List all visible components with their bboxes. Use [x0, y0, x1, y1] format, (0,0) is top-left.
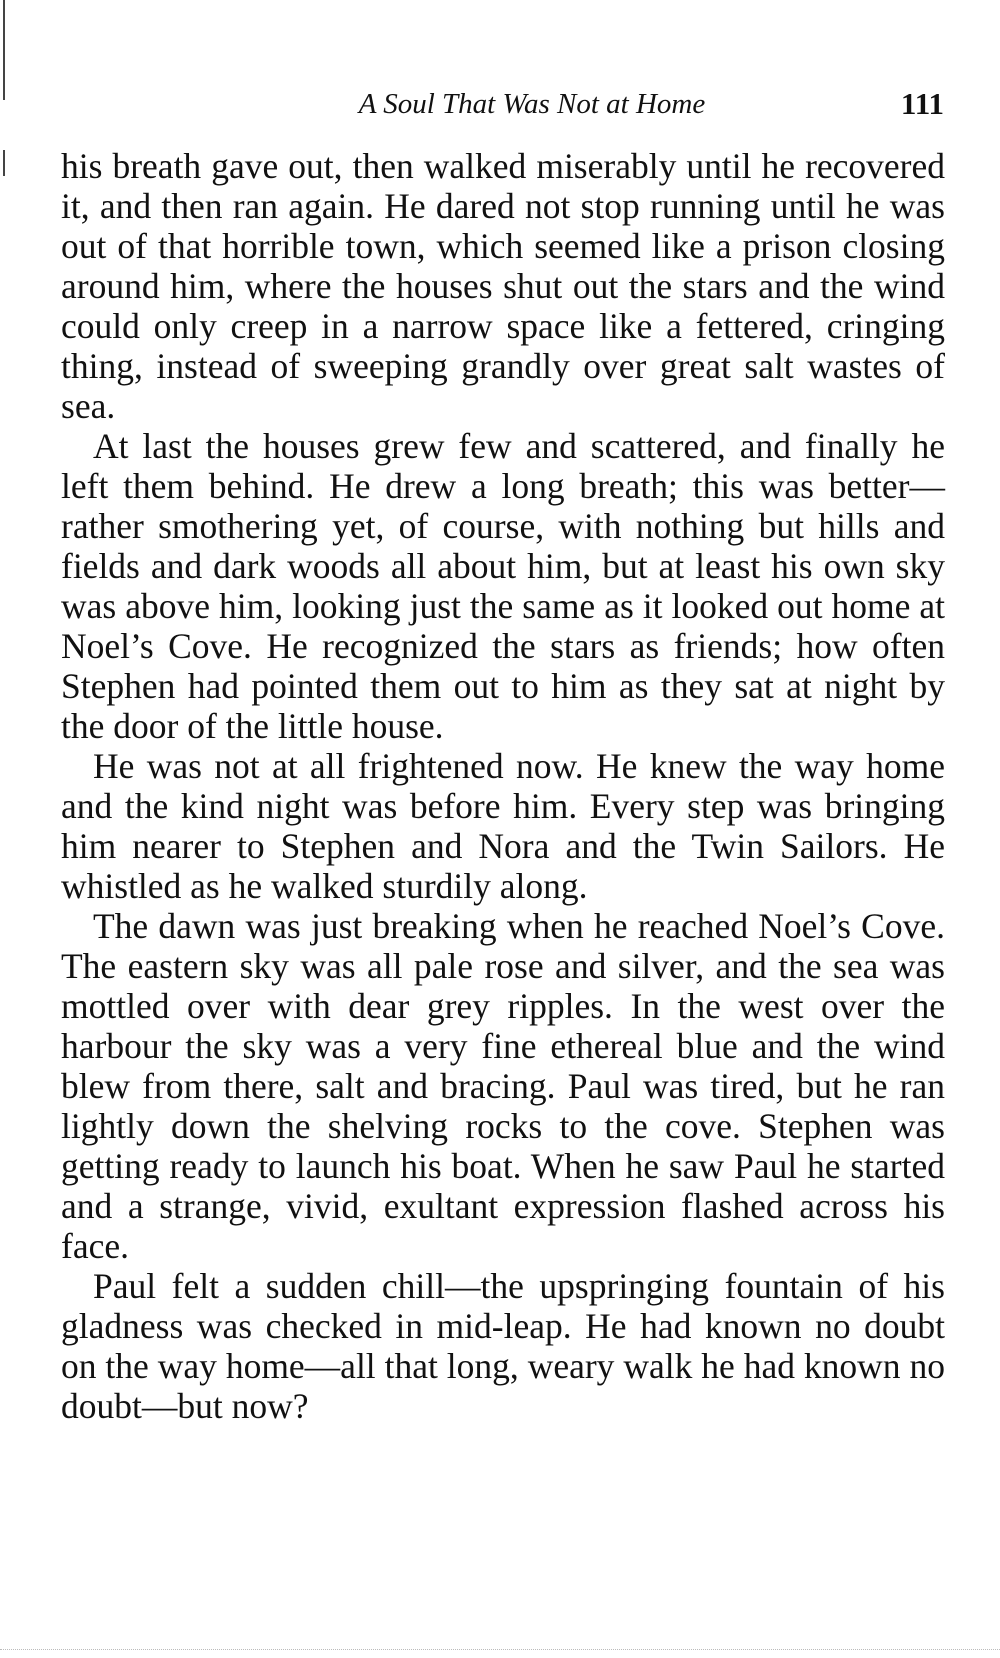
paragraph: The dawn was just breaking when he reached Noel’s Cove. The eastern sky was all pale rose and silver, and the sea was mottled over with dear grey ripples. In the west over the harbour the sky was a very fine ethereal blue and the wind blew from there, salt and bracing. Paul was tired, but he ran lightly down the shelving rocks to the cove. Stephen was getting ready to launch his boat. When he saw Paul he started and a strange, vivid, exultant expression flashed across his face. [61, 906, 945, 1266]
paragraph: his breath gave out, then walked miserably until he recovered it, and then ran again. He dared not stop running until he was out of that horrible town, which seemed like a prison closing around him, where the houses shut out the stars and the wind could only creep in a narrow space like a fettered, cringing thing, instead of sweeping grandly over great salt wastes of sea. [61, 146, 945, 426]
paragraph: Paul felt a sudden chill—the upspringing fountain of his gladness was checked in mid-leap. He had known no doubt on the way home—all that long, weary walk he had known no doubt—but now? [61, 1266, 945, 1426]
running-title: A Soul That Was Not at Home [358, 88, 706, 120]
page-edge-mark [3, 150, 5, 176]
paragraph: At last the houses grew few and scattered, and finally he left them behind. He drew a long breath; this was better—rather smothering yet, of course, with nothing but hills and fields and dark woods all about him, but at least his own sky was above him, looking just the same as it looked out home at Noel’s Cove. He recognized the stars as friends; how often Stephen had pointed them out to him as they sat at night by the door of the little house. [61, 426, 945, 746]
page-bottom-edge [0, 1649, 1000, 1650]
paragraph: He was not at all frightened now. He knew the way home and the kind night was before him. Every step was bringing him nearer to Stephen and Nora and the Twin Sailors. He whistled as he walked sturdily along. [61, 746, 945, 906]
page-number: 111 [900, 86, 944, 121]
running-head [60, 82, 944, 126]
body-text [61, 146, 945, 1426]
page-edge-line [3, 0, 5, 100]
